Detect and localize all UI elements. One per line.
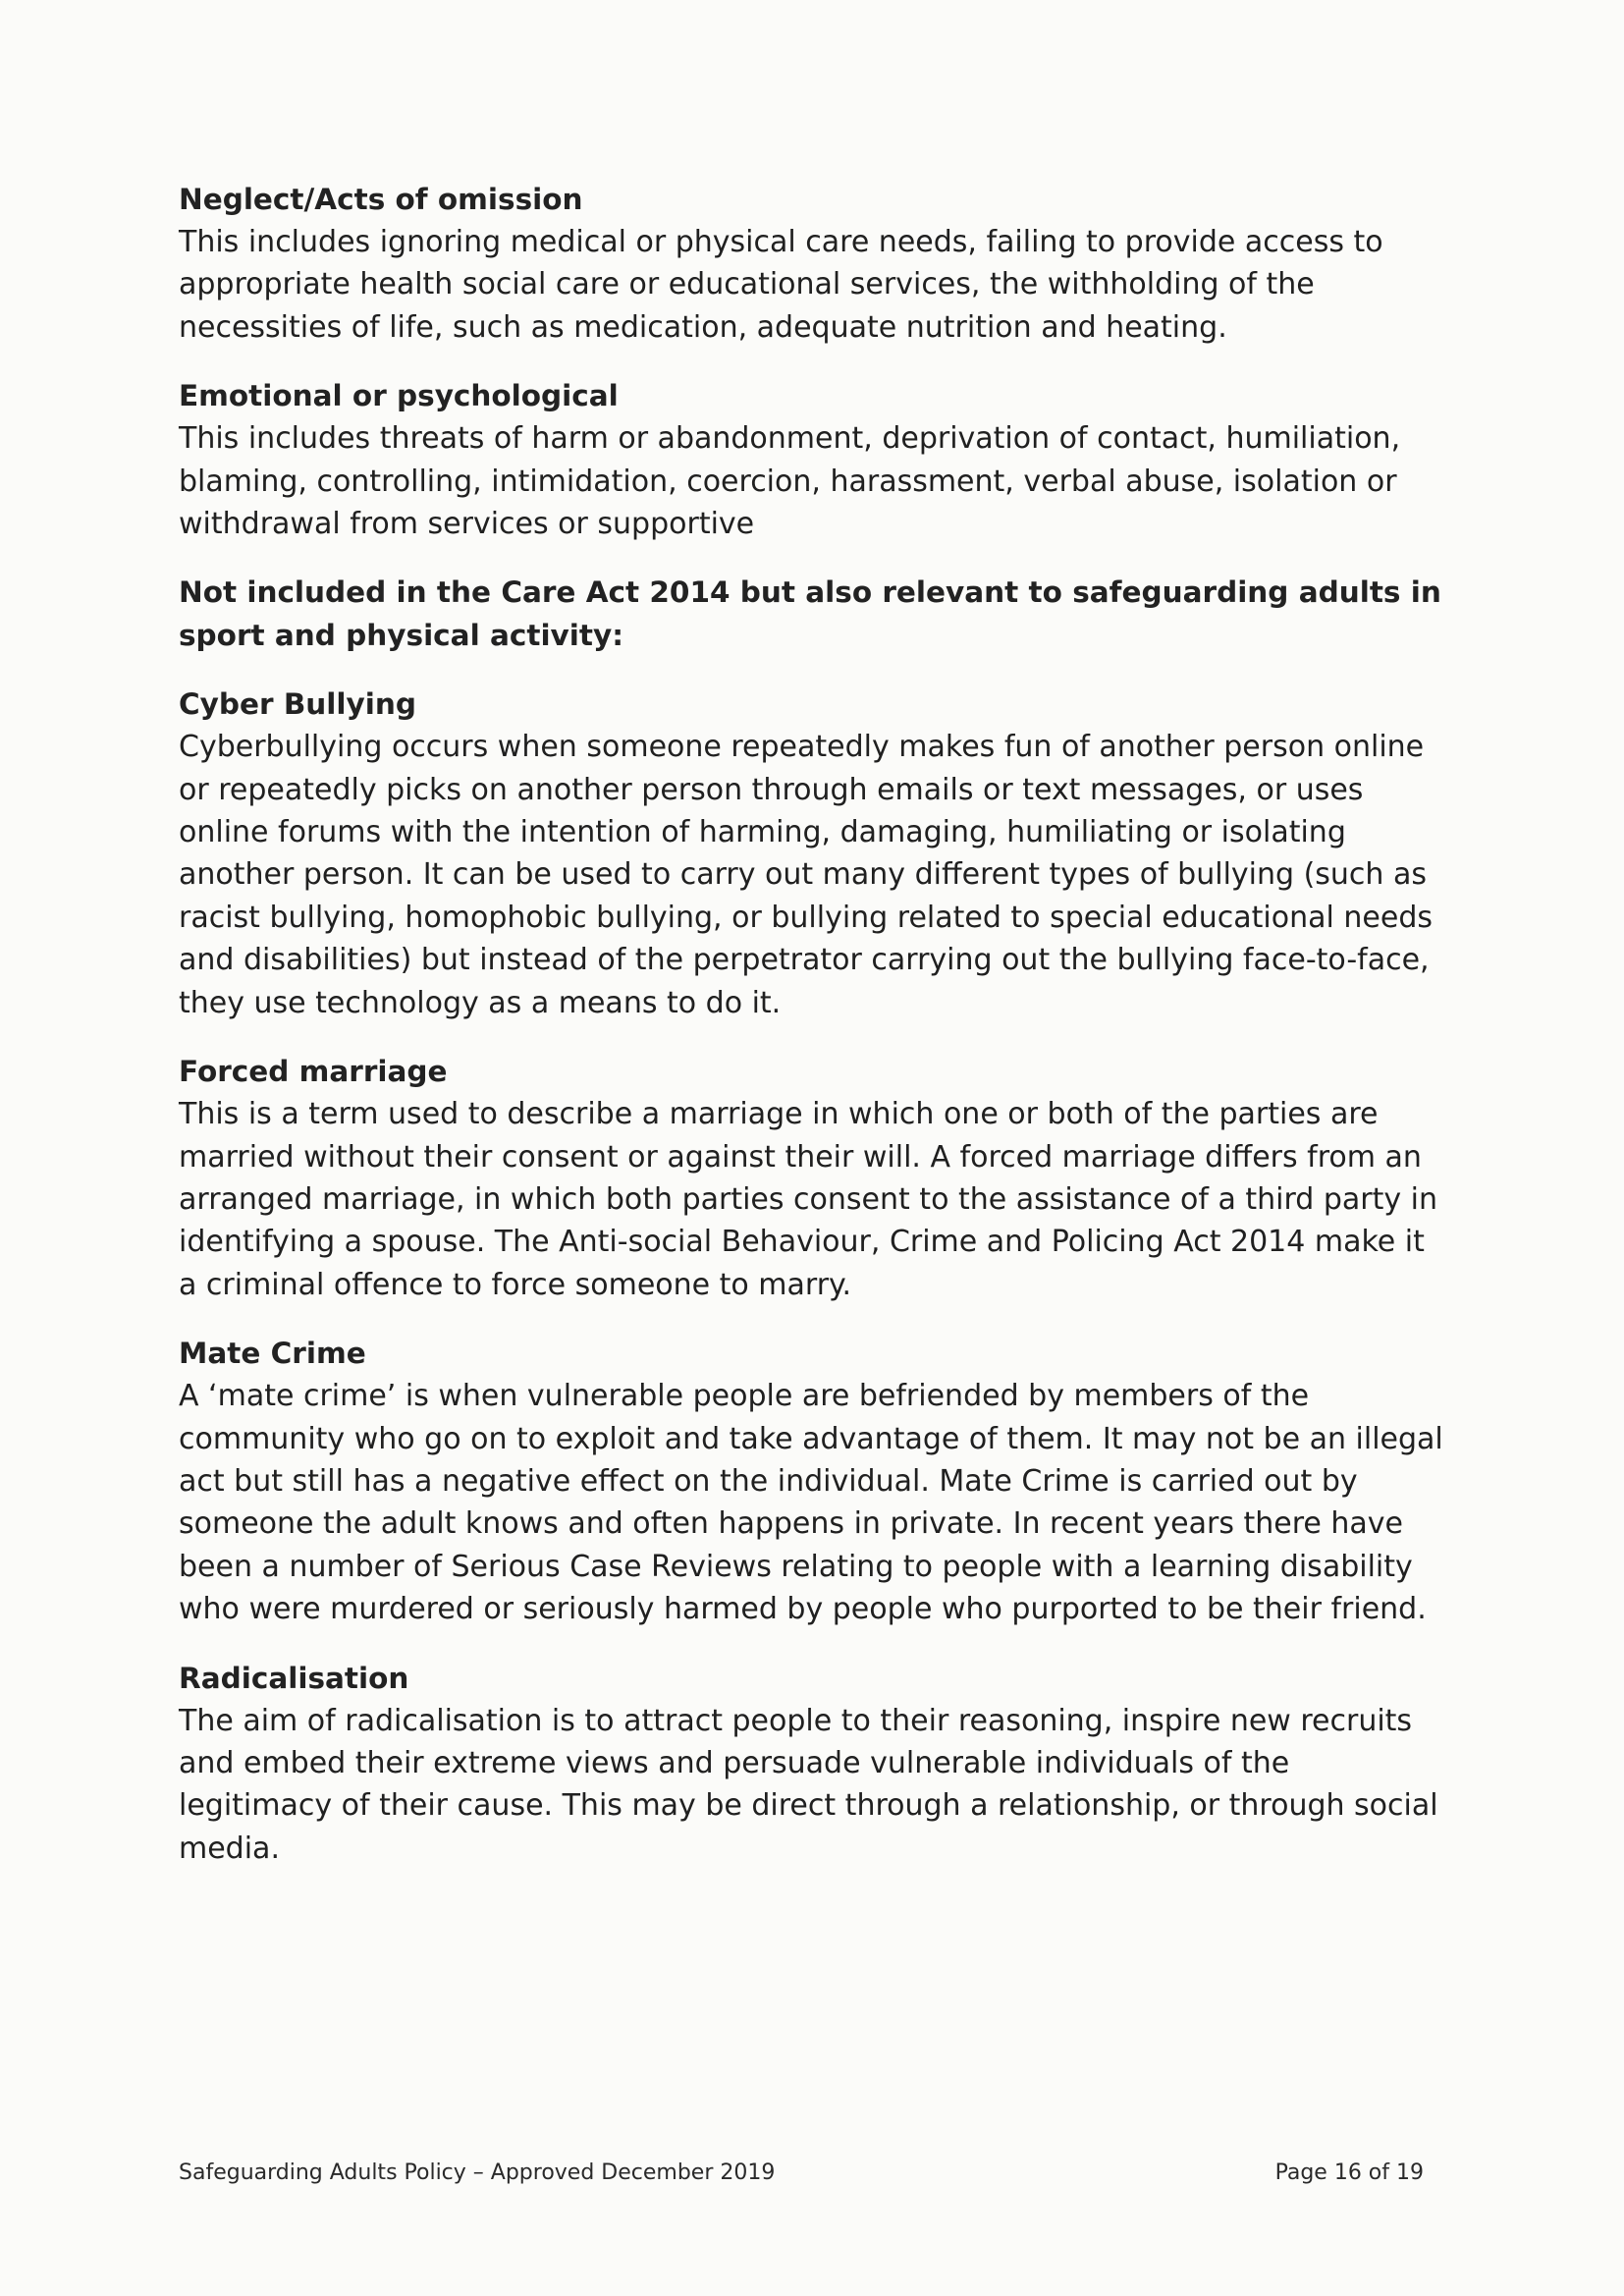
section-heading: Neglect/Acts of omission (179, 183, 583, 216)
section-heading: Mate Crime (179, 1337, 366, 1371)
section-radicalisation (179, 1658, 1445, 1871)
section-body: This is a term used to describe a marriage in which one or both of the parties are married without their consent or against their will. A forced marriage differs from an arranged marriage, in which both parties consent to the assistance of a third party in identifying a spouse. The Anti-social Behaviour, Crime and Policing Act 2014 make it a criminal offence to force someone to marry. (179, 1097, 1438, 1302)
section-heading: Emotional or psychological (179, 379, 619, 413)
section-body: Cyberbullying occurs when someone repeatedly makes fun of another person online or repeatedly picks on another person through emails or text messages, or uses online forums with the intention of harming, damaging, humiliating or isolating another person. It can be used to carry out many different types of bullying (such as racist bullying, homophobic bullying, or bullying related to special educational needs and disabilities) but instead of the perpetrator carrying out the bullying face-to-face, they use technology as a means to do it. (179, 730, 1433, 1020)
footer-page-number: Page 16 of 19 (1274, 2160, 1424, 2185)
section-body: A ‘mate crime’ is when vulnerable people are befriended by members of the community who go on to exploit and take advantage of them. It may not be an illegal act but still has a negative effect on the individual. Mate Crime is carried out by someone the adult knows and often happens in private. In recent years there have been a number of Serious Case Reviews relating to people with a learning disability who were murdered or seriously harmed by people who purported to be their friend. (179, 1379, 1443, 1627)
footer-document-title: Safeguarding Adults Policy – Approved December 2019 (179, 2160, 776, 2185)
section-heading: Forced marriage (179, 1055, 448, 1089)
section-heading: Radicalisation (179, 1661, 409, 1695)
page-content (179, 179, 1445, 1896)
section-body: This includes threats of harm or abandonment, deprivation of contact, humiliation, blaming, controlling, intimidation, coercion, harassment, verbal abuse, isolation or withdrawal from services or supportive (179, 421, 1401, 542)
section-neglect (179, 179, 1445, 349)
care-act-note: Not included in the Care Act 2014 but also relevant to safeguarding adults in sport and physical activity: (179, 575, 1441, 652)
section-heading: Cyber Bullying (179, 687, 416, 722)
section-body: The aim of radicalisation is to attract people to their reasoning, inspire new recruits and embed their extreme views and persuade vulnerable individuals of the legitimacy of their cause. This may be direct through a relationship, or through social media. (179, 1703, 1438, 1866)
section-cyber-bullying (179, 683, 1445, 1024)
section-emotional (179, 375, 1445, 545)
section-mate-crime (179, 1333, 1445, 1630)
section-forced-marriage (179, 1051, 1445, 1306)
section-body: This includes ignoring medical or physical care needs, failing to provide access to appropriate health social care or educational services, the withholding of the necessities of life, such as medication, adequate nutrition and heating. (179, 225, 1383, 345)
